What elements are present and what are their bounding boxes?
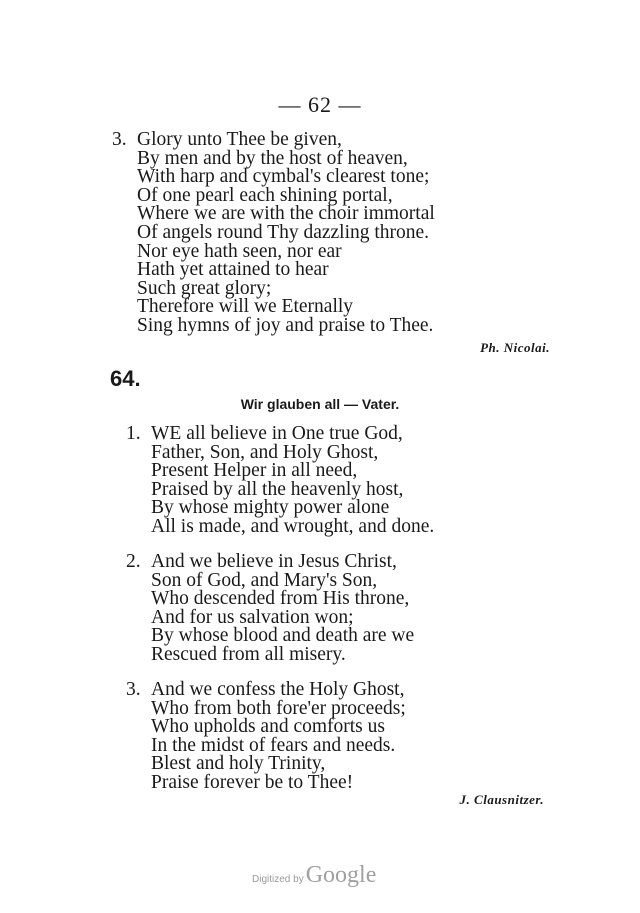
hymn-title: Wir glauben all — Vater. <box>240 396 400 412</box>
verse-line: By men and by the host of heaven, <box>137 147 408 169</box>
verse-number: 2. <box>126 551 141 572</box>
verse-number: 1. <box>126 423 141 444</box>
verse-line: Who from both fore'er proceeds; <box>151 697 406 719</box>
verse-line: And for us salvation won; <box>151 606 354 628</box>
verse-line: 3. And we confess the Holy Ghost, <box>126 679 405 700</box>
verse-line: Rescued from all misery. <box>151 643 346 665</box>
verse-line: 1. WE all believe in One true God, <box>126 423 403 444</box>
verse-line: Praised by all the heavenly host, <box>151 478 404 500</box>
verse-line: Nor eye hath seen, nor ear <box>137 240 342 262</box>
verse-line: Praise forever be to Thee! <box>151 771 354 793</box>
verse-line: Of one pearl each shining portal, <box>137 184 393 206</box>
hymn-verse-3 <box>126 681 406 793</box>
hymn-number: 64. <box>110 366 141 391</box>
verse-number: 3. <box>126 679 141 700</box>
attribution-hymn: J. Clausnitzer. <box>459 792 544 807</box>
verse-prev-3 <box>112 131 435 336</box>
digitized-footer <box>252 862 376 889</box>
verse-line: Father, Son, and Holy Ghost, <box>151 441 379 463</box>
verse-line: All is made, and wrought, and done. <box>151 515 435 537</box>
verse-line: Present Helper in all need, <box>151 460 358 482</box>
verse-line: Therefore will we Eternally <box>137 296 354 318</box>
verse-line: Son of God, and Mary's Son, <box>151 569 378 591</box>
verse-line: Where we are with the choir immortal <box>137 203 435 225</box>
attribution-prev: Ph. Nicolai. <box>480 340 550 355</box>
verse-line: Who upholds and comforts us <box>151 716 385 738</box>
verse-line: By whose mighty power alone <box>151 497 390 519</box>
page-number: — 62 — <box>278 92 362 117</box>
verse-line: In the midst of fears and needs. <box>151 734 396 756</box>
verse-line: Of angels round Thy dazzling throne. <box>137 221 430 243</box>
google-logo: Google <box>305 862 377 888</box>
digitized-label: Digitized by <box>252 874 304 885</box>
verse-line: Such great glory; <box>137 277 272 299</box>
verse-line: Who descended from His throne, <box>151 588 410 610</box>
verse-line: Sing hymns of joy and praise to Thee. <box>137 314 434 336</box>
verse-line: Blest and holy Trinity, <box>151 753 326 775</box>
hymn-verse-1 <box>126 425 434 537</box>
hymn-verse-2 <box>126 553 414 665</box>
verse-line: 3. Glory unto Thee be given, <box>112 129 342 150</box>
verse-line: By whose blood and death are we <box>151 625 415 647</box>
verse-line: Hath yet attained to hear <box>137 259 329 281</box>
verse-line: With harp and cymbal's clearest tone; <box>137 166 430 188</box>
verse-number: 3. <box>112 129 127 150</box>
verse-line: 2. And we believe in Jesus Christ, <box>126 551 397 572</box>
